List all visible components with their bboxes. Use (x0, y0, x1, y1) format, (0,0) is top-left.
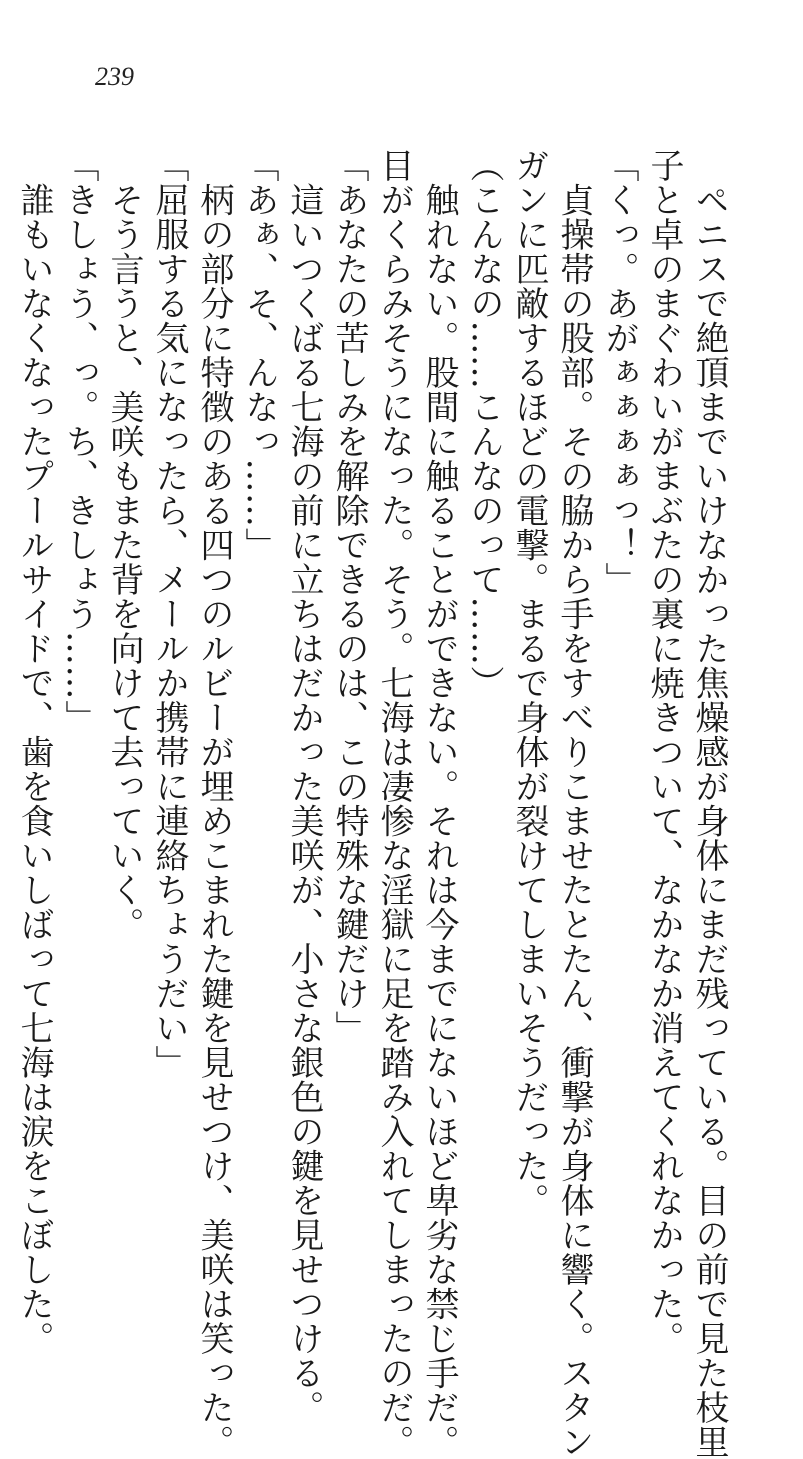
text-line: 貞操帯の股部。その脇から手をすべりこませたとたん、衝撃が身体に響く。スタン (554, 148, 594, 1459)
text-line: 「あぁ、そ、んなっ……」 (239, 148, 279, 562)
text-line: ペニスで絶頂までいけなかった焦燥感が身体にまだ残っている。目の前で見た枝里 (689, 148, 729, 1459)
text-line: 子と卓のまぐわいがまぶたの裏に焼きついて、なかなか消えてくれなかった。 (644, 148, 684, 1356)
text-line: 目がくらみそうになった。そう。七海は凄惨な淫獄に足を踏み入れてしまったのだ。 (374, 148, 414, 1459)
text-line: そう言うと、美咲もまた背を向けて去っていく。 (104, 148, 144, 942)
text-line: ガンに匹敵するほどの電撃。まるで身体が裂けてしまいそうだった。 (509, 148, 549, 1218)
text-line: 「屈服する気になったら、メールか携帯に連絡ちょうだい」 (149, 148, 189, 1080)
text-line: 「くっ。あがぁぁぁぁっ！」 (599, 148, 639, 597)
body-text (11, 148, 731, 1459)
text-line: 「あなたの苦しみを解除できるのは、この特殊な鍵だけ」 (329, 148, 369, 1045)
text-line: 触れない。股間に触ることができない。それは今までにないほど卑劣な禁じ手だ。 (419, 148, 459, 1459)
text-line: 這いつくばる七海の前に立ちはだかった美咲が、小さな銀色の鍵を見せつける。 (284, 148, 324, 1425)
page-number: 239 (95, 62, 134, 91)
text-line: （こんなの……こんなのって……） (464, 148, 504, 700)
text-line: 柄の部分に特徴のある四つのルビーが埋めこまれた鍵を見せつけ、美咲は笑った。 (194, 148, 234, 1459)
text-line: 誰もいなくなったプールサイドで、歯を食いしばって七海は涙をこぼした。 (14, 148, 54, 1356)
text-line: 「きしょう、っ。ち、きしょう……」 (59, 148, 99, 735)
